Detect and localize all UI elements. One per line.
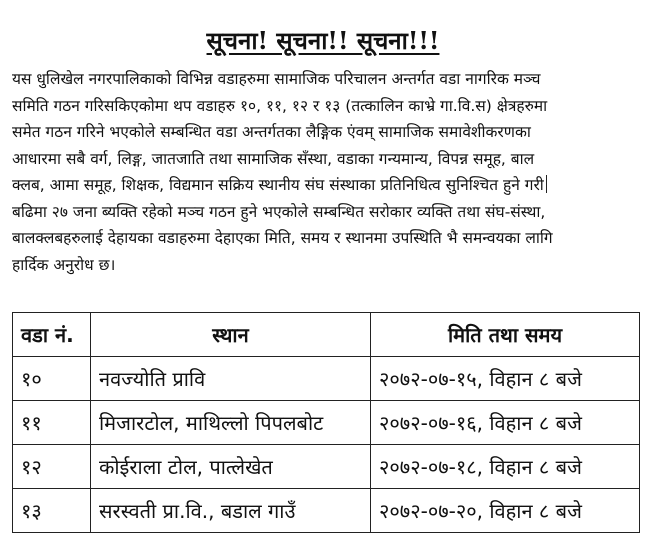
- table-header-row: [13, 313, 640, 357]
- cell-date-time: २०७२-०७-२०, विहान ८ बजे: [371, 489, 640, 533]
- cell-location: मिजारटोल, माथिल्लो पिपलबोट: [91, 401, 371, 445]
- header-location: स्थान: [91, 313, 371, 357]
- table-row: [13, 489, 640, 533]
- cell-location: सरस्वती प्रा.वि., बडाल गाउँ: [91, 489, 371, 533]
- text-cursor: [546, 175, 547, 193]
- body-line: हार्दिक अनुरोध छ।: [12, 255, 116, 274]
- cell-ward-no: १२: [13, 445, 91, 489]
- cell-location: नवज्योति प्रावि: [91, 357, 371, 401]
- body-line: आधारमा सबै वर्ग, लिङ्ग, जातजाति तथा सामाजिक सँस्था, वडाका गन्यमान्य, विपन्न समूह, बाल: [12, 149, 535, 168]
- header-date-time: मिति तथा समय: [371, 313, 640, 357]
- cell-date-time: २०७२-०७-१६, विहान ८ बजे: [371, 401, 640, 445]
- body-line-with-cursor: [12, 172, 632, 199]
- header-ward-no: वडा नं.: [13, 313, 91, 357]
- cell-ward-no: ११: [13, 401, 91, 445]
- notice-body: [12, 66, 632, 278]
- cell-location: कोईराला टोल, पात्लेखेत: [91, 445, 371, 489]
- body-line: क्लब, आमा समूह, शिक्षक, विद्यमान सक्रिय स्थानीय संघ संस्थाका प्रतिनिधित्व सुनिश्चित हुने गरी: [12, 176, 544, 194]
- body-line: समेत गठन गरिने भएकोले सम्बन्धित वडा अन्तर्गतका लैङ्गिक एंवम् सामाजिक समावेशीकरणका: [12, 123, 531, 141]
- body-line: समिति गठन गरिसकिएकोमा थप वडाहरु १०, ११, १२ र १३ (तत्कालिन काभ्रे गा.वि.स) क्षेत्रहरुमा: [12, 96, 548, 115]
- body-line: बढिमा २७ जना ब्यक्ति रहेको मञ्च गठन हुने भएकोले सम्बन्धित सरोकार व्यक्ति तथा संघ-संस्था,: [12, 202, 546, 221]
- notice-title: सूचना! सूचना!! सूचना!!!: [206, 26, 440, 56]
- cell-ward-no: १०: [13, 357, 91, 401]
- table-row: [13, 445, 640, 489]
- table-row: [13, 401, 640, 445]
- cell-date-time: २०७२-०७-१५, विहान ८ बजे: [371, 357, 640, 401]
- body-line: बालक्लबहरुलाई देहायका वडाहरुमा देहाएका मिति, समय र स्थानमा उपस्थिति भै समन्वयका लागि: [12, 229, 553, 247]
- body-line: यस धुलिखेल नगरपालिकाको विभिन्न वडाहरुमा सामाजिक परिचालन अन्तर्गत वडा नागरिक मञ्च: [12, 70, 541, 88]
- cell-date-time: २०७२-०७-१८, विहान ८ बजे: [371, 445, 640, 489]
- table-row: [13, 357, 640, 401]
- schedule-table: [12, 312, 640, 533]
- cell-ward-no: १३: [13, 489, 91, 533]
